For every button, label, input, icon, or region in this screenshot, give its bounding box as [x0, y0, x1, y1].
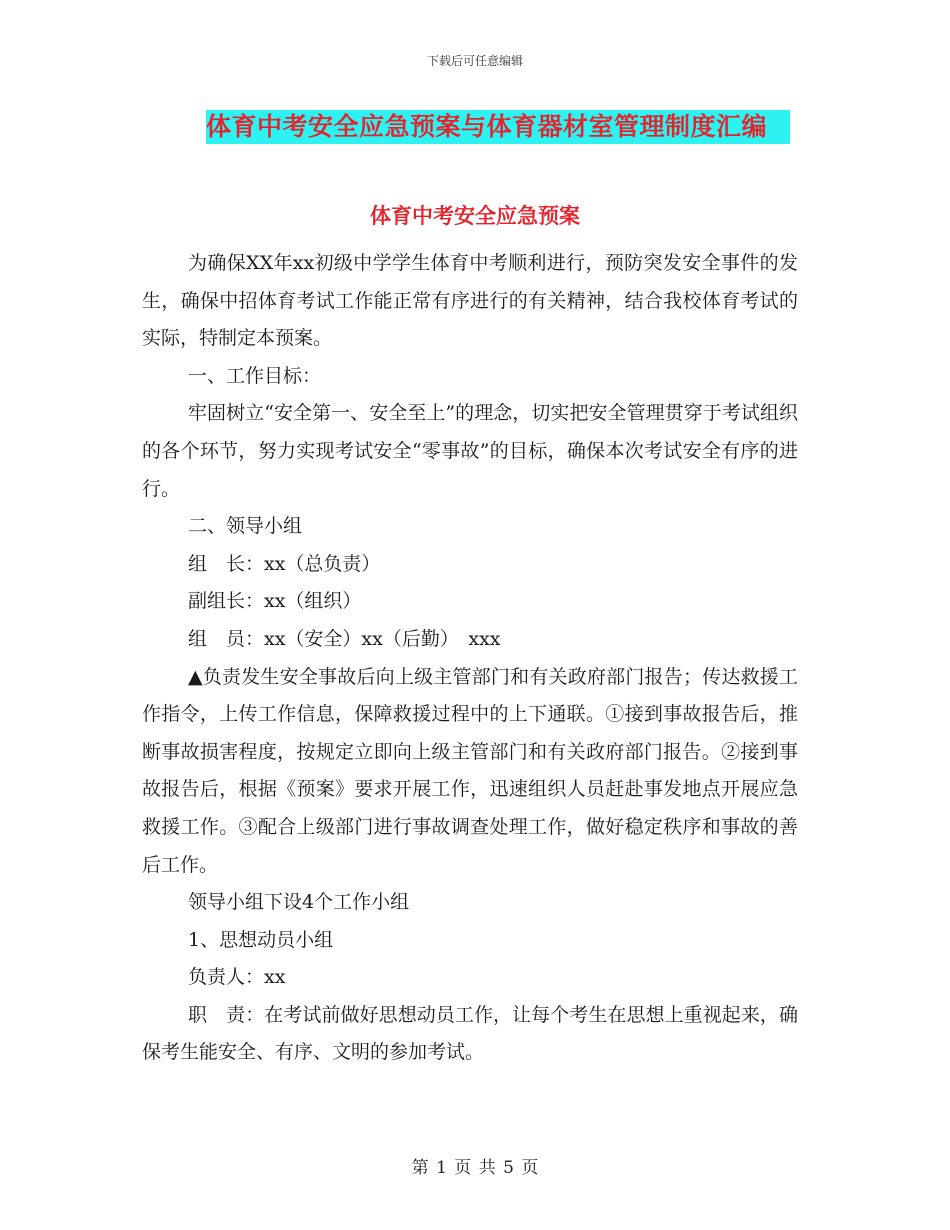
goal-paragraph: 牢固树立“安全第一、安全至上”的理念，切实把安全管理贯穿于考试组织的各个环节，努力实现考试安全“零事故”的目标，确保本次考试安全有序的进行。: [142, 402, 798, 500]
deputy-leader-line: 副组长：xx（组织）: [188, 590, 362, 613]
subgroup-1-duty: 职 责：在考试前做好思想动员工作，让每个考生在思想上重视起来，确保考生能安全、有序、文明的参加考试。: [142, 1003, 798, 1064]
group-leader-line: 组 长：xx（总负责）: [188, 552, 381, 575]
page-header-note: 下载后可任意编辑: [426, 54, 523, 68]
intro-paragraph: 为确保XX年xx初级中学学生体育中考顺利进行，预防突发安全事件的发生，确保中招体育考试工作能正常有序进行的有关精神，结合我校体育考试的实际，特制定本预案。: [142, 252, 798, 350]
subgroups-line: 领导小组下设4个工作小组: [188, 891, 410, 914]
document-title: 体育中考安全应急预案与体育器材室管理制度汇编: [206, 110, 790, 144]
heading-leadership-group: 二、领导小组: [188, 515, 303, 538]
document-body: [142, 245, 798, 1072]
group-members-line: 组 员：xx（安全）xx（后勤） xxx: [188, 627, 501, 650]
page-footer: 第 1 页 共 5 页: [411, 1158, 539, 1178]
heading-work-goal: 一、工作目标：: [188, 364, 322, 387]
section-title: 体育中考安全应急预案: [370, 203, 580, 228]
subgroup-1-heading: 1、思想动员小组: [188, 928, 334, 951]
subgroup-1-lead: 负责人：xx: [188, 966, 286, 989]
responsibility-paragraph: ▲负责发生安全事故后向上级主管部门和有关政府部门报告；传达救援工作指令，上传工作信息，保障救援过程中的上下通联。①接到事故报告后，推断事故损害程度，按规定立即向上级主管部门和有关政府部门报告。②接到事故报告后，根据《预案》要求开展工作，迅速组织人员赶赴事发地点开展应急救援工作。③配合上级部门进行事故调查处理工作，做好稳定秩序和事故的善后工作。: [142, 665, 798, 876]
